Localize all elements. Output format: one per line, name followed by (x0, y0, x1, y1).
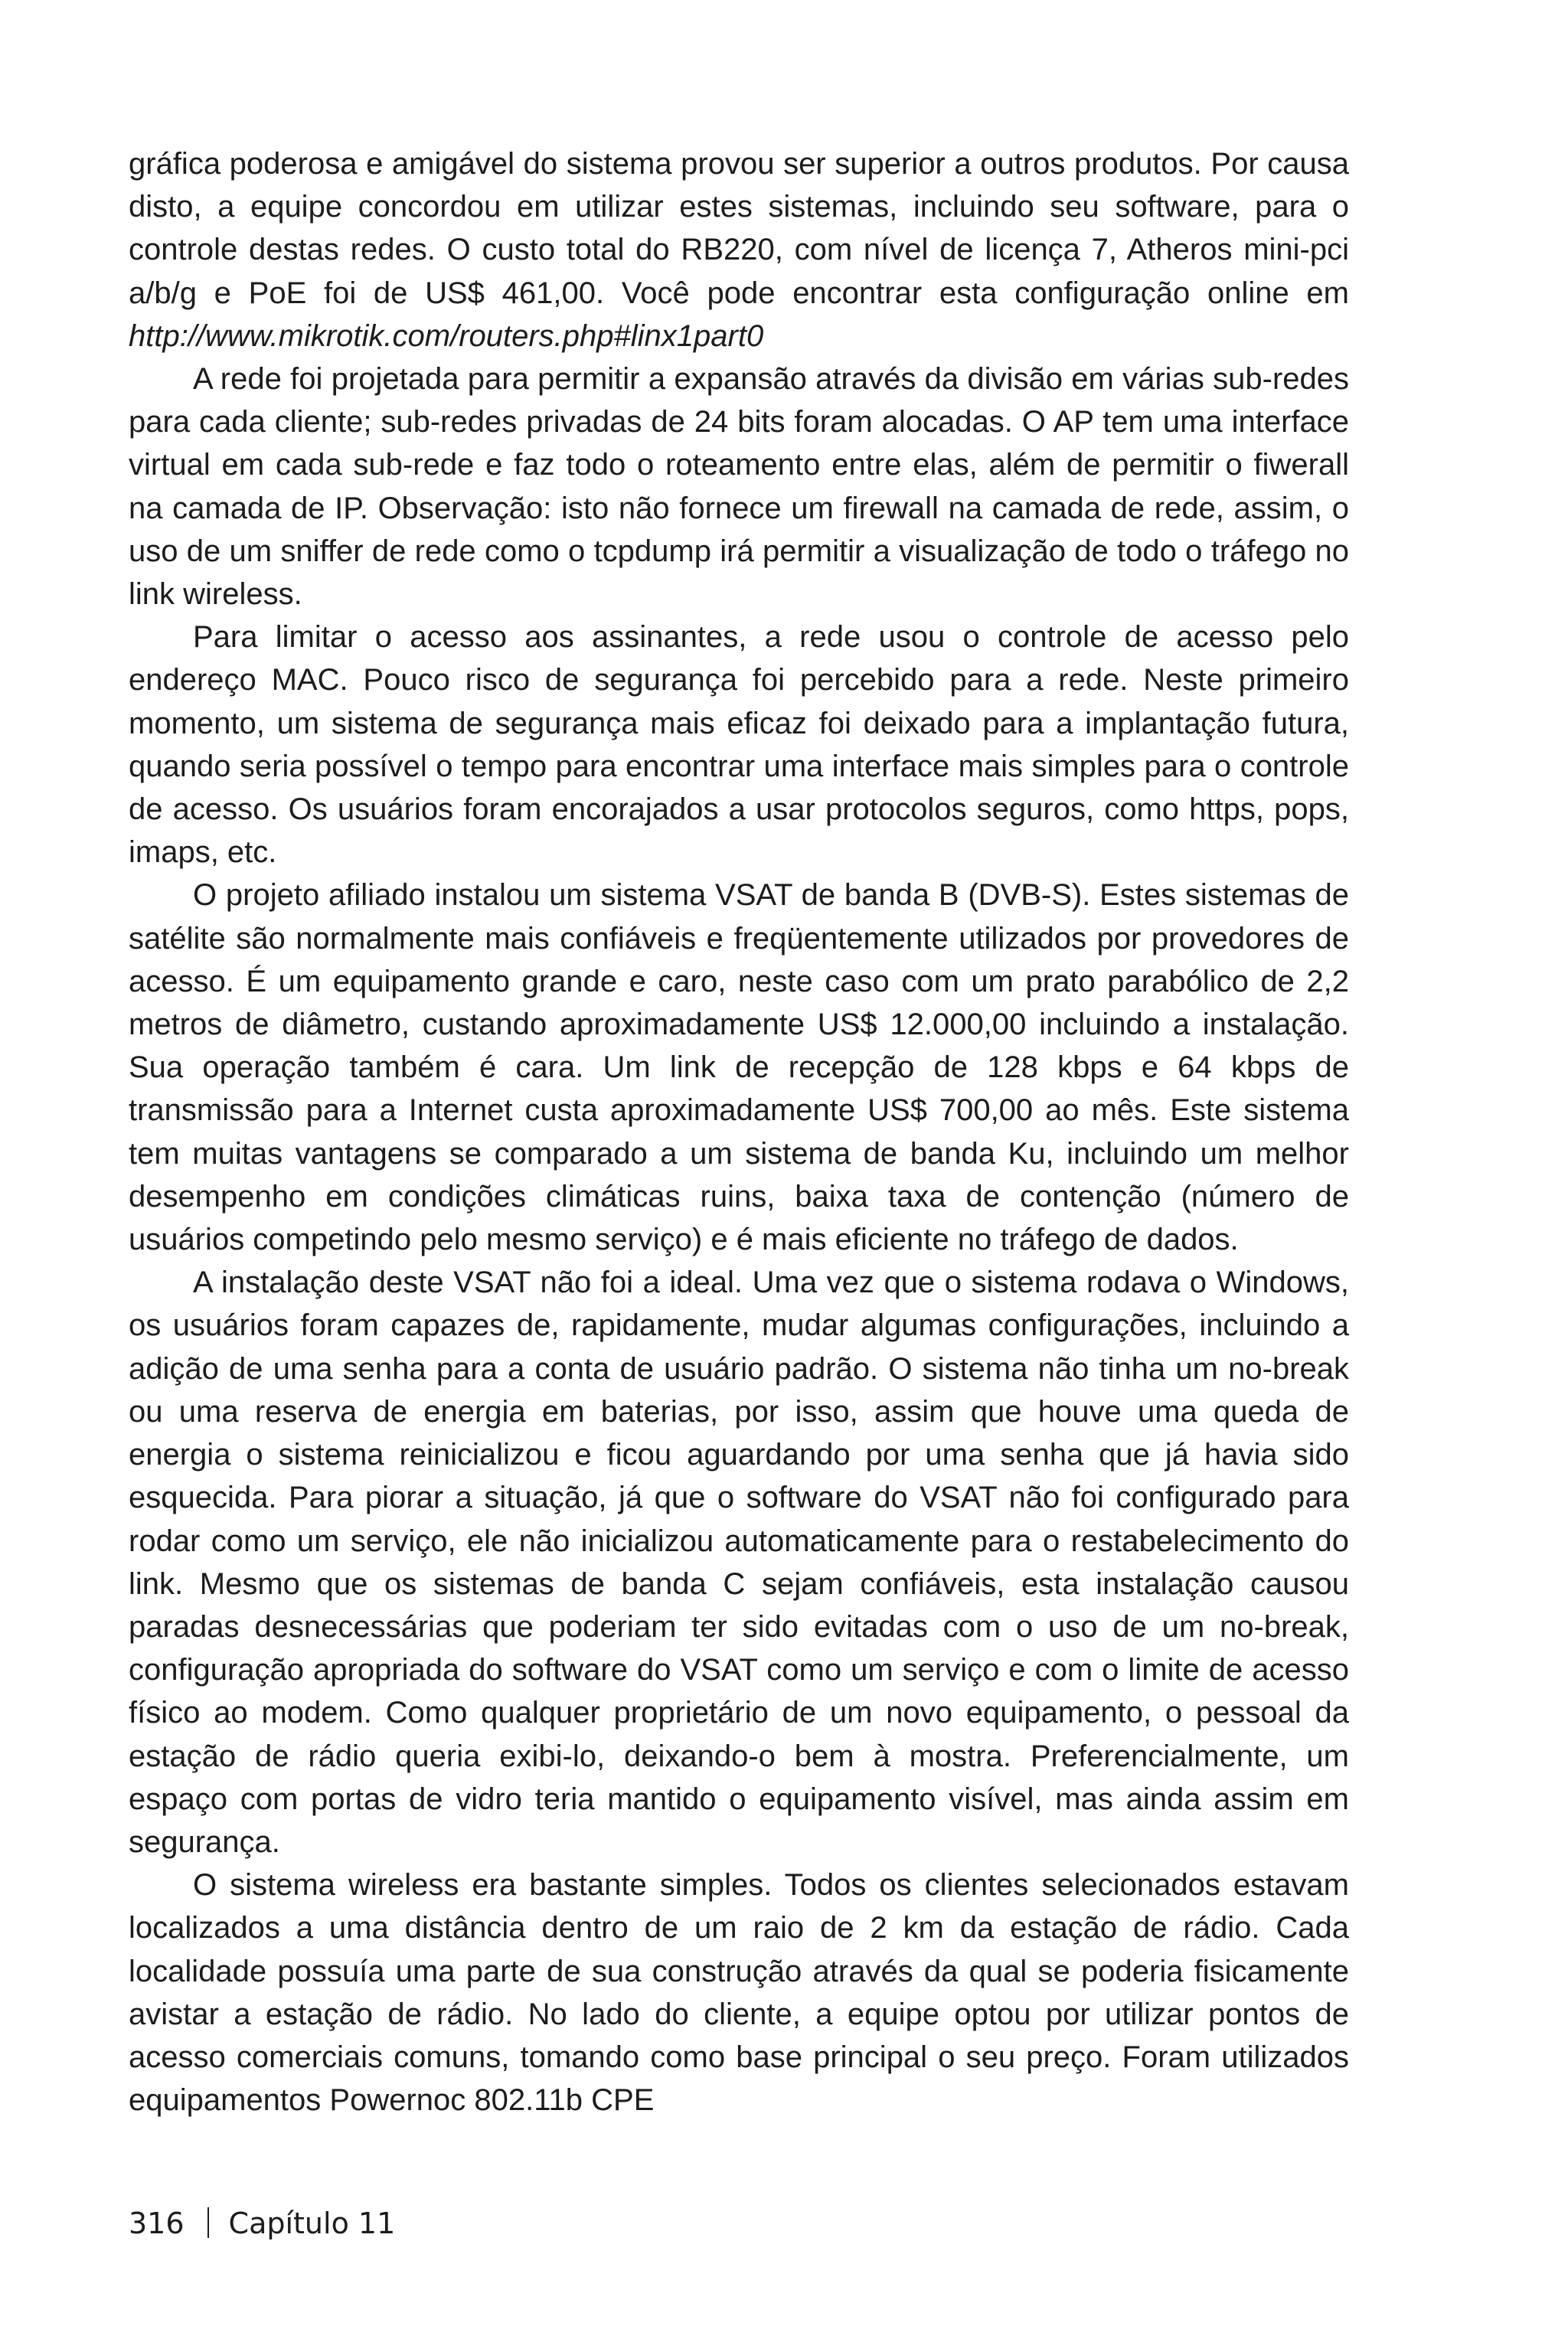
paragraph-1 (129, 142, 1349, 358)
paragraph-5: A instalação deste VSAT não foi a ideal. Uma vez que o sistema rodava o Windows, os usuários foram capazes de, rapidamente, mudar algumas configurações, incluindo a adição de uma senha para a conta de usuário padrão. O sistema não tinha um no-break ou uma reserva de energia em baterias, por isso, assim que houve uma queda de energia o sistema reinicializou e ficou aguardando por uma senha que já havia sido esquecida. Para piorar a situação, já que o software do VSAT não foi configurado para rodar como um serviço, ele não inicializou automaticamente para o restabelecimento do link. Mesmo que os sistemas de banda C sejam confiáveis, esta instalação causou paradas desnecessárias que poderiam ter sido evitadas com o uso de um no-break, configuração apropriada do software do VSAT como um serviço e com o limite de acesso físico ao modem. Como qualquer proprietário de um novo equipamento, o pessoal da estação de rádio queria exibi-lo, deixando-o bem à mostra. Preferencialmente, um espaço com portas de vidro teria mantido o equipamento visível, mas ainda assim em segurança. (129, 1266, 1349, 1859)
footer-divider (207, 2207, 209, 2238)
body-text (129, 142, 1349, 2122)
page-footer (129, 2205, 395, 2242)
mikrotik-url: http://www.mikrotik.com/routers.php#linx1part0 (129, 318, 764, 353)
chapter-label: Capítulo 11 (228, 2207, 396, 2240)
paragraph-6: O sistema wireless era bastante simples. Todos os clientes selecionados estavam localizados a uma distância dentro de um raio de 2 km da estação de rádio. Cada localidade possuía uma parte de sua construção através da qual se poderia fisicamente avistar a estação de rádio. No lado do cliente, a equipe optou por utilizar pontos de acesso comerciais comuns, tomando como base principal o seu preço. Foram utilizados equipamentos Powernoc 802.11b CPE (129, 1868, 1349, 2118)
paragraph-2: A rede foi projetada para permitir a expansão através da divisão em várias sub-redes para cada cliente; sub-redes privadas de 24 bits foram alocadas. O AP tem uma interface virtual em cada sub-rede e faz todo o roteamento entre elas, além de permitir o fiwerall na camada de IP. Observação: isto não fornece um firewall na camada de rede, assim, o uso de um sniffer de rede como o tcpdump irá permitir a visualização de todo o tráfego no link wireless. (129, 362, 1349, 612)
paragraph-4: O projeto afiliado instalou um sistema VSAT de banda B (DVB-S). Estes sistemas de satélite são normalmente mais confiáveis e freqüentemente utilizados por provedores de acesso. É um equipamento grande e caro, neste caso com um prato parabólico de 2,2 metros de diâmetro, custando aproximadamente US$ 12.000,00 incluindo a instalação. Sua operação também é cara. Um link de recepção de 128 kbps e 64 kbps de transmissão para a Internet custa aproximadamente US$ 700,00 ao mês. Este sistema tem muitas vantagens se comparado a um sistema de banda Ku, incluindo um melhor desempenho em condições climáticas ruins, baixa taxa de contenção (número de usuários competindo pelo mesmo serviço) e é mais eficiente no tráfego de dados. (129, 878, 1349, 1257)
page-number: 316 (129, 2207, 185, 2240)
paragraph-1-text: gráfica poderosa e amigável do sistema provou ser superior a outros produtos. Por causa disto, a equipe concordou em utilizar estes sistemas, incluindo seu software, para o controle destas redes. O custo total do RB220, com nível de licença 7, Atheros mini-pci a/b/g e PoE foi de US$ 461,00. Você pode encontrar esta configuração online em (129, 147, 1349, 310)
paragraph-3: Para limitar o acesso aos assinantes, a rede usou o controle de acesso pelo endereço MAC. Pouco risco de segurança foi percebido para a rede. Neste primeiro momento, um sistema de segurança mais eficaz foi deixado para a implantação futura, quando seria possível o tempo para encontrar uma interface mais simples para o controle de acesso. Os usuários foram encorajados a usar protocolos seguros, como https, pops, imaps, etc. (129, 620, 1349, 870)
